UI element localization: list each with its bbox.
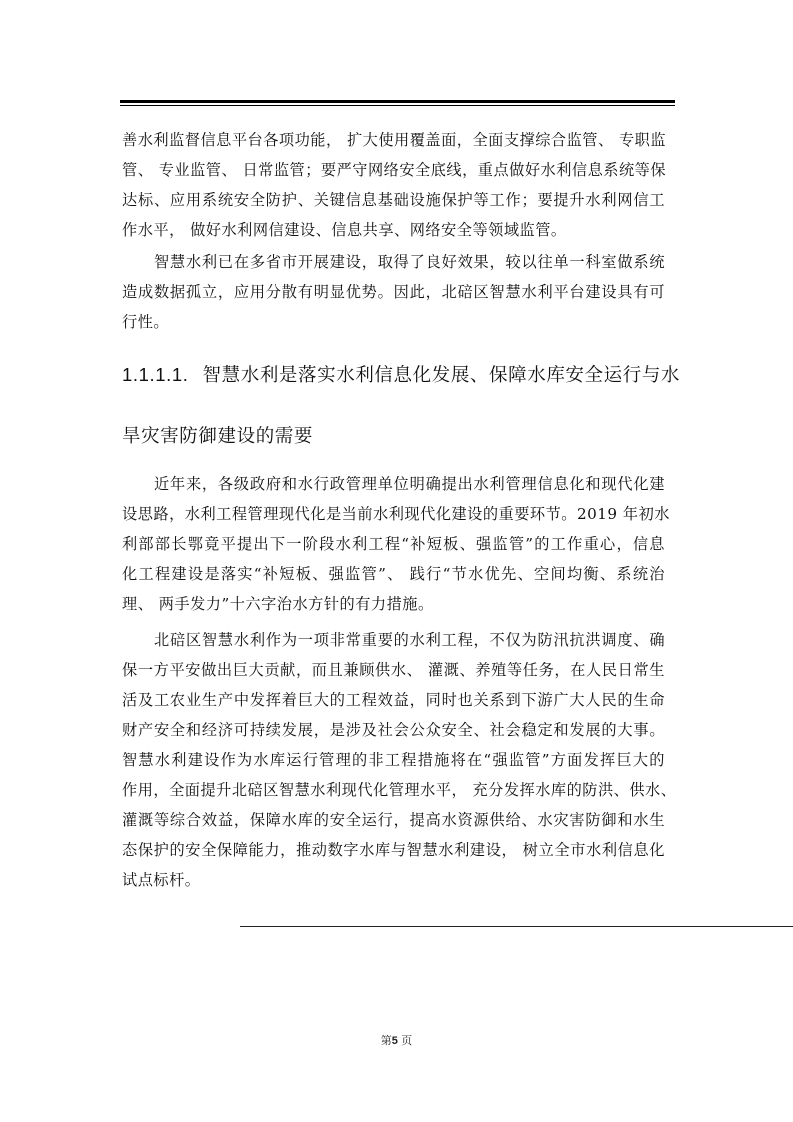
paragraph-line: 作水平， 做好水利网信建设、信息共享、网络安全等领域监管。 bbox=[122, 221, 567, 239]
page-number bbox=[0, 1033, 793, 1049]
paragraph-line: 理、 两手发力”十六字治水方针的有力措施。 bbox=[122, 595, 434, 613]
page-number-value: 5 bbox=[391, 1035, 398, 1047]
paragraph-line: 保一方平安做出巨大贡献，而且兼顾供水、 灌溉、养殖等任务，在人民日常生 bbox=[122, 661, 665, 679]
header-rule-thin bbox=[120, 105, 675, 106]
section-title-part-1: 智慧水利是落实水利信息化发展、保障水库安全运行与水 bbox=[202, 364, 681, 385]
paragraph-line: 作用，全面提升北碚区智慧水利现代化管理水平， 充分发挥水库的防洪、供水、 bbox=[122, 781, 677, 799]
header-rule-thick bbox=[120, 100, 675, 103]
paragraph-line: 智慧水利已在多省市开展建设，取得了良好效果，较以往单一科室做系统 bbox=[154, 253, 665, 271]
page-suffix: 页 bbox=[397, 1034, 413, 1047]
paragraph-line: 化工程建设是落实“补短板、强监管”、 践行“节水优先、空间均衡、系统治 bbox=[122, 565, 665, 583]
page-prefix: 第 bbox=[380, 1034, 392, 1047]
section-heading-line-2: 旱灾害防御建设的需要 bbox=[122, 425, 314, 446]
paragraph-line: 智慧水利建设作为水库运行管理的非工程措施将在“强监管”方面发挥巨大的 bbox=[122, 751, 665, 769]
paragraph-line: 利部部长鄂竟平提出下一阶段水利工程“补短板、强监管”的工作重心，信息 bbox=[122, 535, 665, 553]
paragraph-line: 行性。 bbox=[122, 313, 170, 331]
paragraph-line: 管、 专业监管、 日常监管；要严守网络安全底线，重点做好水利信息系统等保 bbox=[122, 161, 667, 179]
footer-rule bbox=[240, 926, 793, 927]
paragraph-line: 财产安全和经济可持续发展，是涉及社会公众安全、社会稳定和发展的大事。 bbox=[122, 721, 665, 739]
paragraph-line: 造成数据孤立，应用分散有明显优势。因此，北碚区智慧水利平台建设具有可 bbox=[122, 283, 665, 301]
section-heading-line-1 bbox=[122, 363, 681, 387]
paragraph-line: 达标、应用系统安全防护、关键信息基础设施保护等工作；要提升水利网信工 bbox=[122, 191, 665, 209]
paragraph-line: 近年来，各级政府和水行政管理单位明确提出水利管理信息化和现代化建 bbox=[154, 475, 665, 493]
paragraph-line: 北碚区智慧水利作为一项非常重要的水利工程，不仅为防汛抗洪调度、确 bbox=[154, 631, 665, 649]
section-number: 1.1.1.1. bbox=[122, 364, 189, 385]
paragraph-line: 善水利监督信息平台各项功能， 扩大使用覆盖面，全面支撑综合监管、 专职监 bbox=[122, 131, 667, 149]
paragraph-line: 试点标杆。 bbox=[122, 871, 201, 889]
paragraph-line: 活及工农业生产中发挥着巨大的工程效益，同时也关系到下游广大人民的生命 bbox=[122, 691, 665, 709]
paragraph-line: 态保护的安全保障能力，推动数字水库与智慧水利建设， 树立全市水利信息化 bbox=[122, 841, 665, 859]
paragraph-line: 设思路，水利工程管理现代化是当前水利现代化建设的重要环节。2019 年初水 bbox=[122, 505, 670, 523]
paragraph-line: 灌溉等综合效益，保障水库的安全运行，提高水资源供给、水灾害防御和水生 bbox=[122, 811, 665, 829]
